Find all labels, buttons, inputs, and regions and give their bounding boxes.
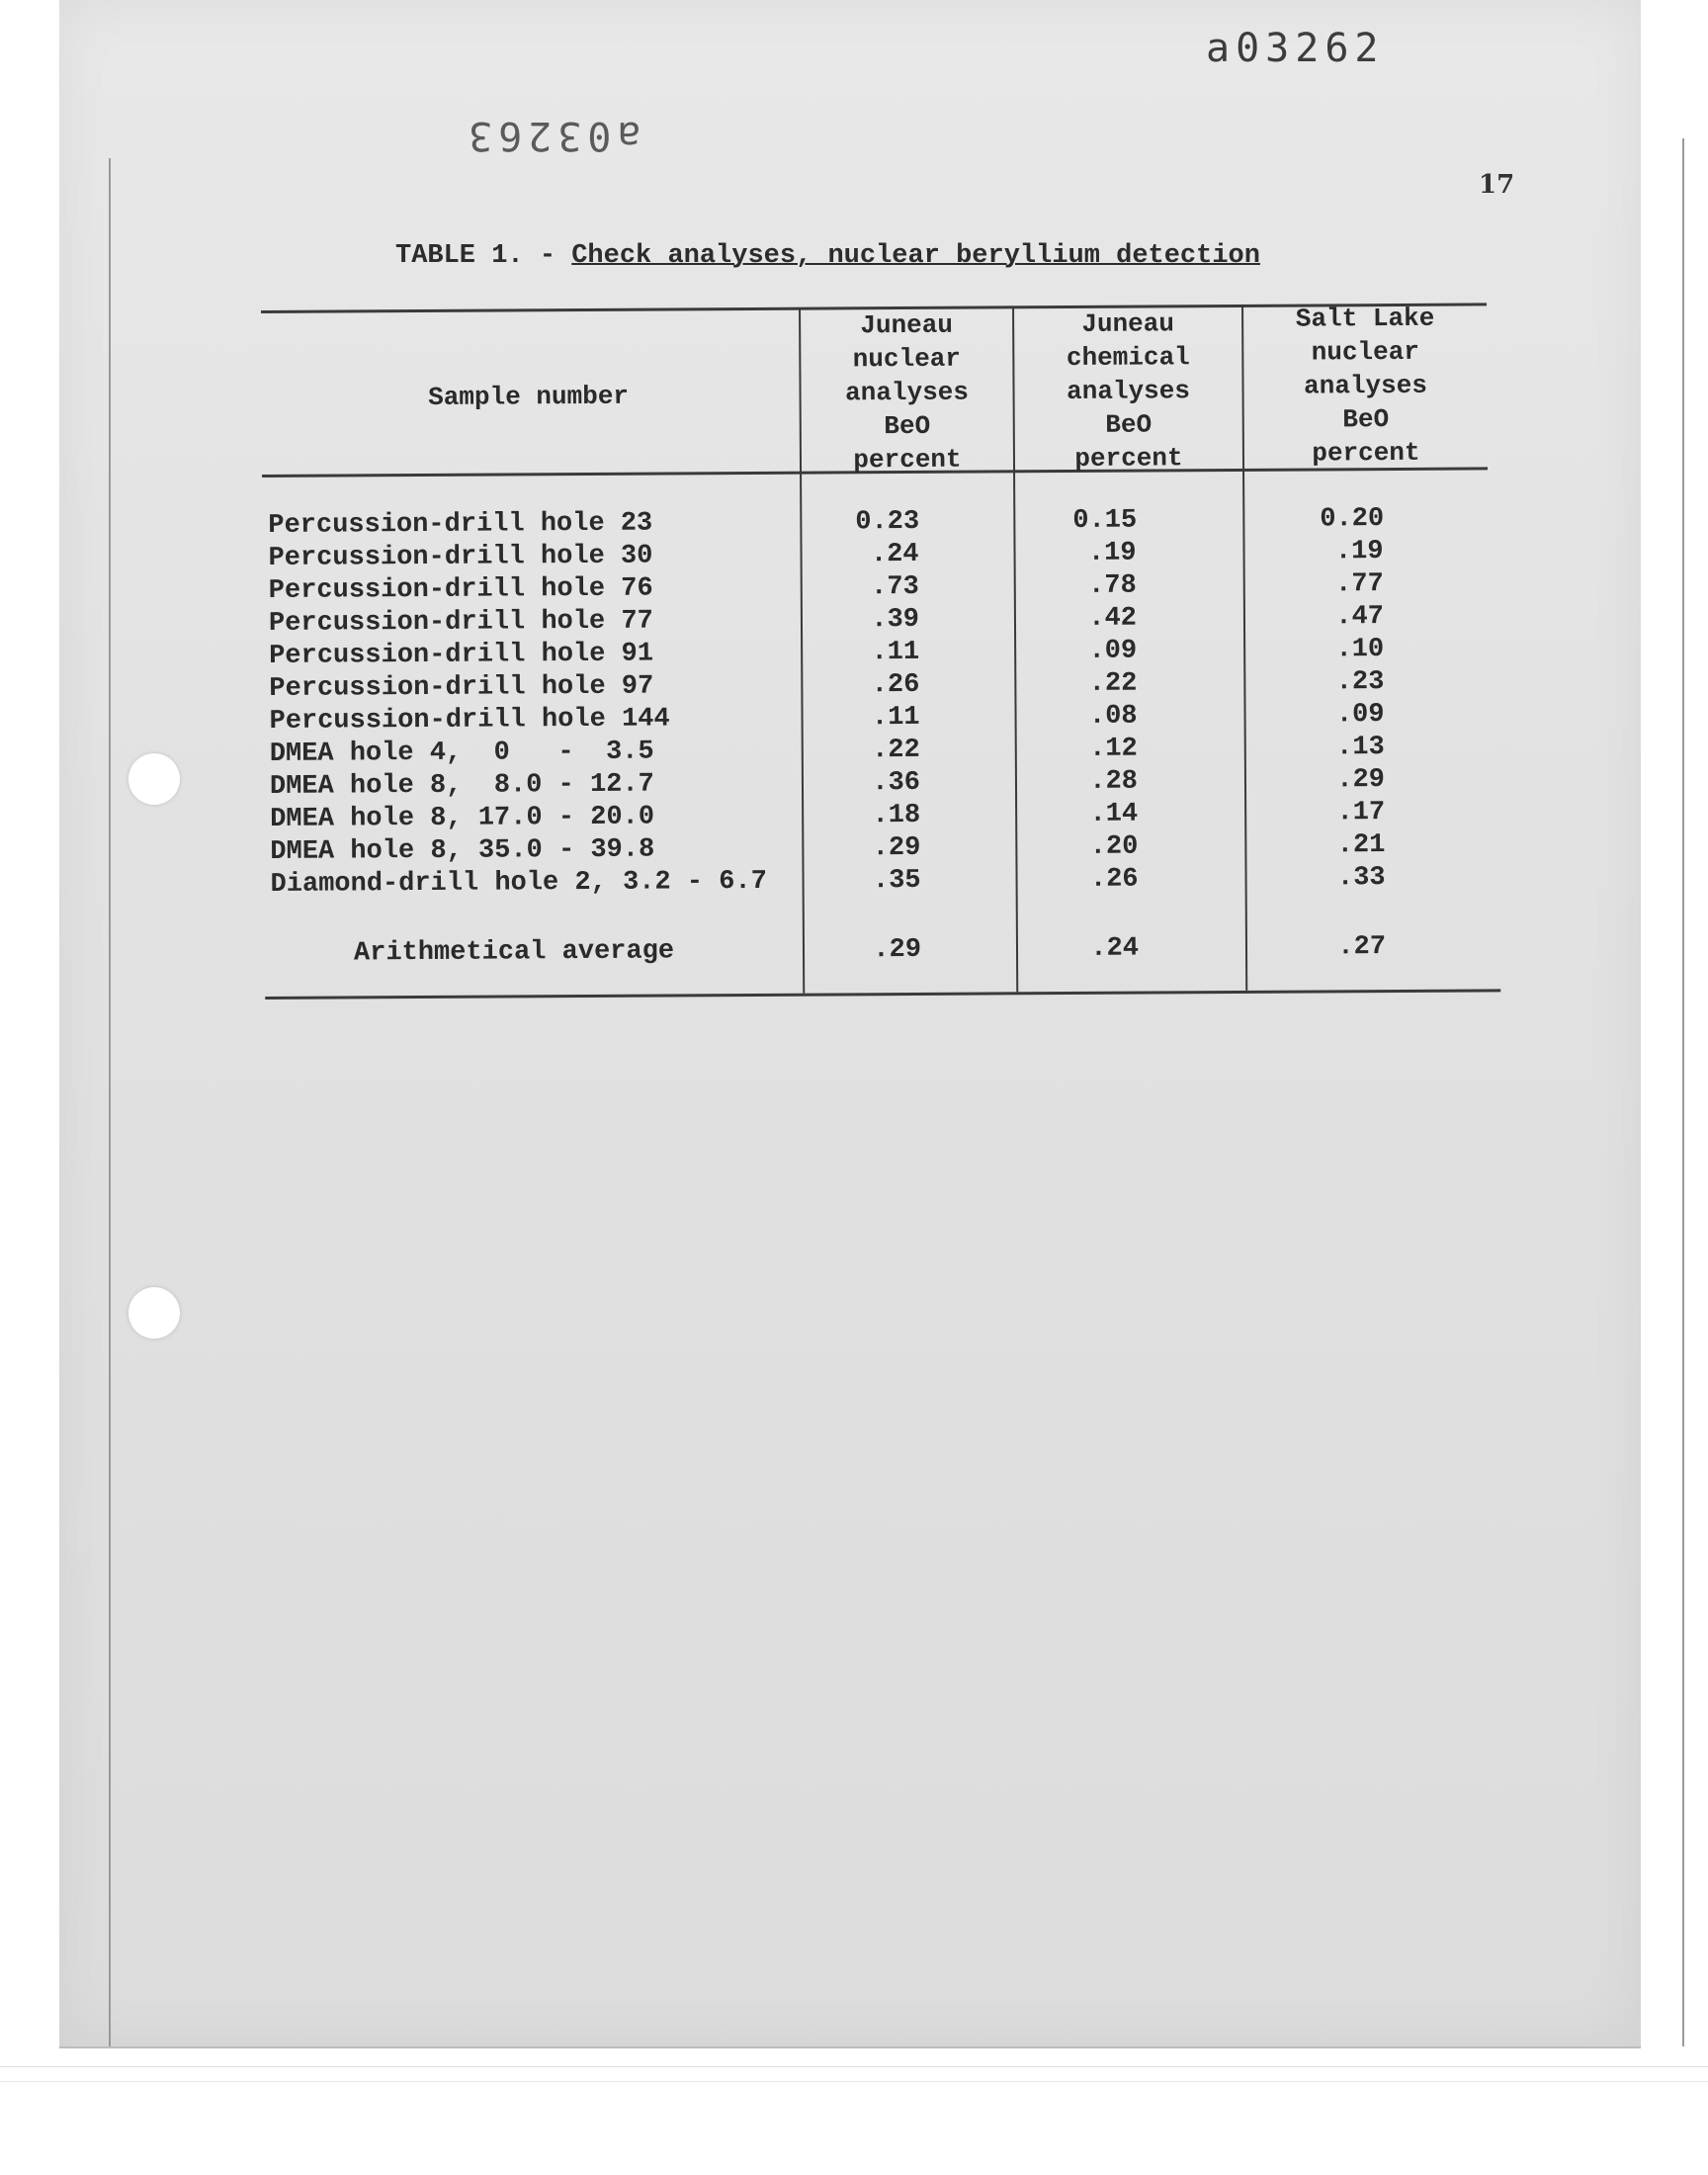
header-line: Juneau [860, 309, 954, 341]
scan-bottom-border [0, 2066, 1708, 2082]
salt-lake-nuclear-cell: .13 [1336, 733, 1385, 763]
juneau-chemical-cell: .26 [1089, 864, 1139, 895]
sheet-left-edge [109, 158, 111, 2046]
header-line: percent [853, 444, 962, 476]
sample-cell: Percussion-drill hole 144 [269, 704, 670, 737]
juneau-nuclear-cell: .18 [872, 800, 921, 831]
juneau-nuclear-cell: .35 [872, 865, 921, 897]
juneau-chemical-cell: .20 [1089, 831, 1139, 862]
sample-cell: Percussion-drill hole 97 [269, 671, 654, 704]
sample-cell: Percussion-drill hole 76 [268, 573, 653, 606]
table-row [264, 861, 1490, 902]
average-juneau-chemical: .24 [1090, 933, 1140, 964]
check-analyses-table [261, 297, 1491, 997]
sample-cell: DMEA hole 8, 17.0 - 20.0 [270, 802, 655, 834]
sample-cell: DMEA hole 4, 0 - 3.5 [269, 737, 654, 769]
salt-lake-nuclear-cell: .77 [1335, 569, 1384, 600]
document-stamp-mirrored: a03263 [463, 113, 641, 158]
header-line: nuclear [852, 343, 962, 375]
juneau-chemical-cell: .78 [1088, 570, 1137, 601]
sample-cell: Percussion-drill hole 77 [268, 606, 653, 639]
juneau-nuclear-cell: .36 [872, 767, 921, 799]
juneau-nuclear-cell: 0.23 [855, 506, 920, 538]
punch-hole-lower [128, 1287, 180, 1339]
juneau-chemical-cell: .42 [1088, 603, 1138, 634]
header-line: BeO [1342, 404, 1390, 435]
header-line: percent [1312, 437, 1420, 469]
juneau-chemical-cell: 0.15 [1072, 505, 1138, 536]
salt-lake-nuclear-cell: .23 [1335, 667, 1385, 698]
table-title-prefix: TABLE 1. - [395, 241, 572, 271]
table-title-caption: Check analyses, nuclear beryllium detection [571, 241, 1260, 271]
juneau-nuclear-cell: .24 [870, 539, 919, 570]
document-stamp-top: a03262 [1206, 26, 1385, 71]
header-line: percent [1074, 443, 1183, 474]
header-juneau-chemical [1014, 306, 1242, 476]
header-line: Salt Lake [1295, 303, 1435, 334]
header-line: BeO [884, 410, 931, 442]
average-salt-lake-nuclear: .27 [1337, 932, 1387, 963]
header-line: nuclear [1311, 336, 1420, 368]
salt-lake-nuclear-cell: .17 [1336, 798, 1386, 828]
sample-cell: Diamond-drill hole 2, 3.2 - 6.7 [270, 866, 767, 900]
juneau-chemical-cell: .08 [1088, 701, 1138, 732]
juneau-chemical-cell: .19 [1087, 538, 1137, 568]
juneau-nuclear-cell: .39 [871, 604, 920, 636]
juneau-nuclear-cell: .26 [871, 669, 920, 701]
header-line: chemical [1066, 342, 1190, 374]
juneau-chemical-cell: .22 [1088, 668, 1138, 699]
table-title [395, 241, 1260, 271]
sample-cell: Percussion-drill hole 23 [268, 508, 653, 541]
sample-cell: Percussion-drill hole 30 [268, 541, 653, 573]
average-row [265, 929, 1491, 971]
salt-lake-nuclear-cell: 0.20 [1320, 504, 1385, 535]
header-sample-number: Sample number [428, 381, 630, 412]
juneau-chemical-cell: .12 [1089, 734, 1138, 764]
juneau-chemical-cell: .09 [1088, 636, 1138, 666]
average-juneau-nuclear: .29 [873, 934, 922, 966]
salt-lake-nuclear-cell: .10 [1335, 635, 1385, 665]
header-juneau-nuclear [801, 307, 1013, 477]
header-line: BeO [1105, 409, 1153, 440]
sample-cell: DMEA hole 8, 35.0 - 39.8 [270, 834, 655, 867]
page-number: 17 [1479, 170, 1515, 200]
juneau-nuclear-cell: .11 [871, 637, 920, 668]
salt-lake-nuclear-cell: .19 [1334, 537, 1384, 567]
juneau-nuclear-cell: .29 [872, 832, 921, 864]
average-label: Arithmetical average [353, 936, 675, 969]
juneau-nuclear-cell: .73 [871, 571, 919, 603]
punch-hole-upper [128, 753, 180, 805]
header-salt-lake-nuclear [1243, 301, 1488, 470]
sample-cell: Percussion-drill hole 91 [269, 639, 654, 671]
header-line: Juneau [1081, 308, 1175, 339]
table-body [262, 502, 1490, 902]
salt-lake-nuclear-cell: .21 [1336, 830, 1386, 861]
juneau-nuclear-cell: .22 [872, 735, 920, 766]
juneau-chemical-cell: .14 [1089, 799, 1139, 829]
salt-lake-nuclear-cell: .33 [1336, 863, 1386, 894]
header-line: analyses [1304, 370, 1428, 401]
sample-cell: DMEA hole 8, 8.0 - 12.7 [269, 769, 654, 802]
sheet-right-edge [1682, 138, 1684, 2046]
juneau-chemical-cell: .28 [1089, 766, 1139, 797]
salt-lake-nuclear-cell: .47 [1335, 602, 1385, 633]
header-line: analyses [1067, 376, 1191, 407]
header-line: analyses [845, 377, 970, 408]
salt-lake-nuclear-cell: .29 [1336, 765, 1386, 796]
salt-lake-nuclear-cell: .09 [1335, 700, 1385, 731]
juneau-nuclear-cell: .11 [871, 702, 920, 734]
